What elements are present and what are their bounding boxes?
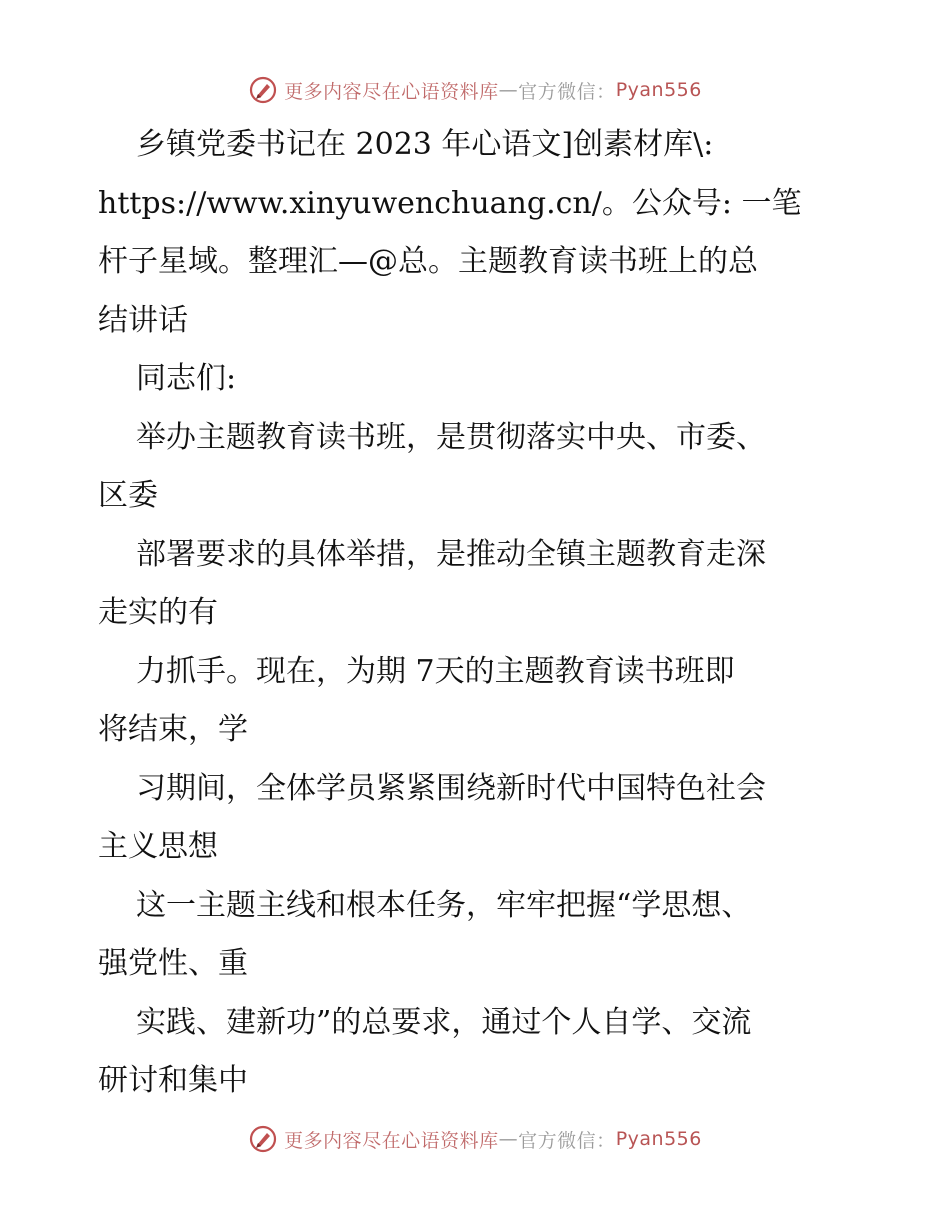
document-line: 结讲话	[98, 302, 188, 338]
document-line: 同志们:	[136, 361, 237, 396]
document-line: 这一主题主线和根本任务，牢牢把握“学思想、	[136, 887, 752, 923]
header-watermark-banner	[0, 72, 950, 108]
document-line: 区委	[98, 478, 158, 513]
document-line: 将结束，学	[98, 712, 248, 747]
document-line: 实践、建新功”的总要求，通过个人自学、交流	[136, 1004, 752, 1040]
document-line: 举办主题教育读书班，是贯彻落实中央、市委、	[136, 419, 766, 455]
footer-watermark-banner	[0, 1121, 950, 1157]
footer-wechat-label: 官方微信：	[518, 1129, 616, 1152]
header-wechat-label: 官方微信：	[518, 80, 616, 103]
document-line: 主义思想	[98, 829, 218, 864]
header-brand-text: 更多内容尽在心语资料库	[284, 80, 499, 103]
document-line: 强党性、重	[98, 946, 248, 981]
document-line: 乡镇党委书记在 2023 年心语文]创素材库\:	[136, 127, 714, 162]
footer-separator: —	[498, 1128, 519, 1150]
footer-brand-text: 更多内容尽在心语资料库	[284, 1129, 499, 1152]
document-line: 部署要求的具体举措，是推动全镇主题教育走深	[136, 536, 766, 572]
document-line: 走实的有	[98, 595, 218, 630]
document-line: 研讨和集中	[98, 1063, 248, 1098]
document-line: https://www.xinyuwenchuang.cn/。公众号: 一笔	[98, 185, 802, 221]
pen-circle-icon	[248, 1124, 278, 1154]
header-wechat-id: Pyan556	[615, 79, 702, 101]
footer-wechat-id: Pyan556	[615, 1128, 702, 1150]
pen-circle-icon	[248, 75, 278, 105]
document-line: 杆子星域。整理汇—@总。主题教育读书班上的总	[98, 244, 758, 279]
document-line: 习期间，全体学员紧紧围绕新时代中国特色社会	[136, 770, 766, 806]
document-body	[98, 116, 858, 1111]
document-line: 力抓手。现在，为期 7天的主题教育读书班即	[136, 653, 735, 689]
header-separator: —	[498, 79, 519, 101]
